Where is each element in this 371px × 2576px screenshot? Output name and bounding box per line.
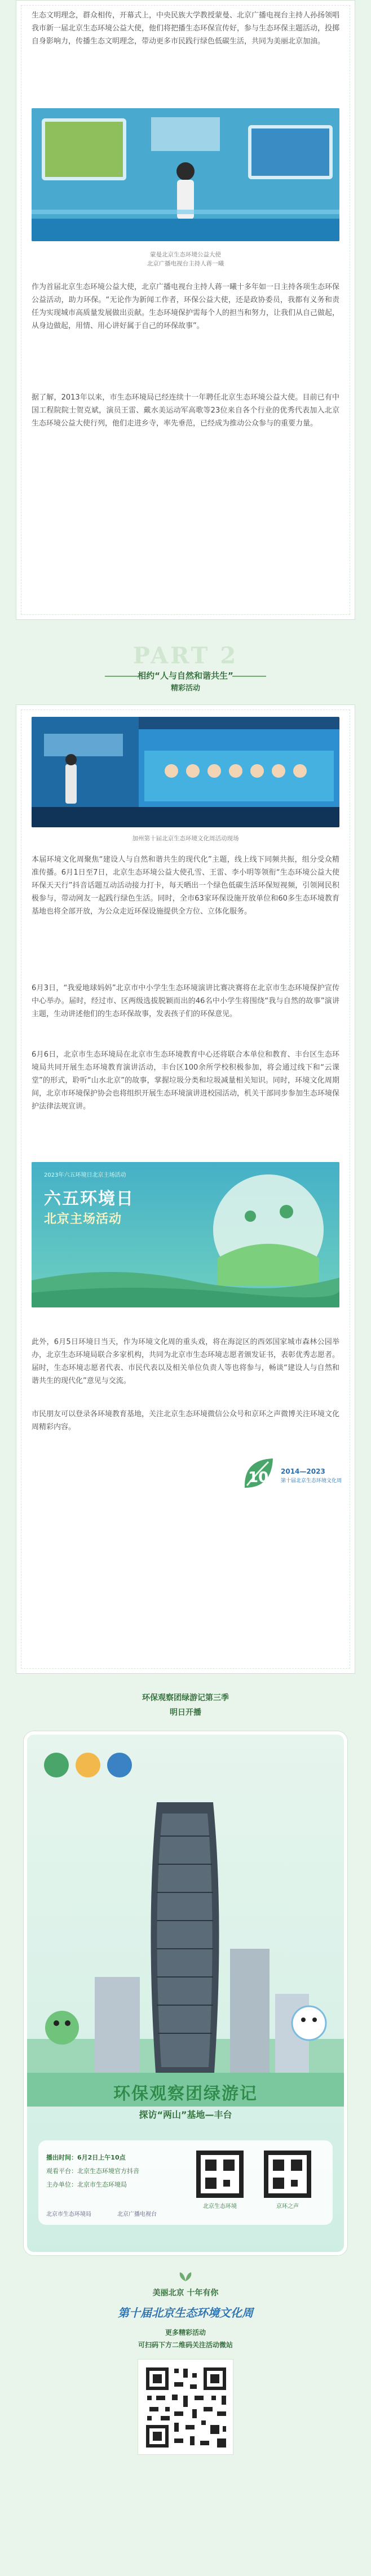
poster-time: 播出时间：6月2日上午10点 [46,2154,126,2161]
poster-badge: 2023年六五环境日北京主场活动 [44,1172,126,1178]
logo-name: 第十届北京生态环境文化周 [281,1478,342,1484]
season-line-1: 环保观察团绿游记第三季 [142,1693,229,1702]
part2-heading [0,642,371,693]
qr1-label: 北京生态环境 [203,2203,237,2210]
poster-subtitle: 探访“两山”基地—丰台 [139,2109,232,2120]
green-tour-poster [24,1731,347,2255]
poster-org-2: 北京广播电视台 [117,2211,157,2218]
poster-sub-title: 北京主场活动 [44,1212,122,1226]
part2-paragraph-4: 此外，6月5日环境日当天，作为环境文化周的重头戏，将在海淀区的西郊国家城市森林公园举办，北京生态环境局联合多家机构，共同为北京市生态环境志愿者颁发证书，表彰优秀志愿者。届时，生态环境志愿者代表、市民代表以及相关单位负责人等也将参与，畅谈“建设人与自然和谐共生的现代化”意见与交流。 [32,1338,340,1385]
poster-org-1: 北京市生态环境局 [46,2211,91,2218]
footer-event-title: 第十届北京生态环境文化周 [118,2306,253,2320]
poster-platform: 观看平台：北京生态环境官方抖音 [46,2167,139,2175]
culture-week-logo [239,1454,341,1495]
poster-host: 主办单位：北京市生态环境局 [46,2181,127,2188]
svg-text:10: 10 [248,1469,269,1486]
part2-theme-title: 相约“人与自然和谐共生” [138,671,233,681]
poster-main-title: 六五环境日 [44,1189,134,1209]
ambassador-photo-caption [32,250,339,268]
season-line-2: 明日开播 [170,1708,201,1717]
part2-theme-subtitle: 精彩活动 [170,684,200,693]
event-stage-photo [32,717,339,827]
part1-paragraph-3: 据了解，2013年以来，市生态环境局已经连续十一年聘任北京生态环境公益大使。目前已有中国工程院院士贺克斌，演员王雷、戴水美运动军高歌等23位来自各个行业的优秀代表加入北京生态环境公益大使行列，他们走进乡寺，率先垂范，已经成为推动公众参与的重要力量。 [32,393,339,428]
season-heading [113,1691,258,1721]
footer-qr-code[interactable] [138,2359,233,2455]
part2-paragraph-1: 本届环境文化周聚焦“建设人与自然和谐共生的现代化”主题，线上线下同频共振，组分受众精准传播。6月1日至7日，北京生态环境公益大使孔雪、王雷、李小明等领衔“生态环境公益大使环保天天行”抖音话题互动活动接力打卡，每天晒出一个绿色低碳生活环保短视频，引领网民积极参与，带动网友一起践行绿色生活。同时，全市63家环保设施开放单位和60多生态环境教育基地也将全部开放，为公众走近环保设施提供全方位、立体化服务。 [32,855,339,916]
footer-slogan: 美丽北京 十年有你 [152,2289,219,2298]
leaf-logo-icon [239,1454,279,1493]
part2-paragraph-3: 6月6日，北京市生态环境局在北京市生态环境教育中心还将联合本单位和教育、丰台区生态环境局共同开展生态环境教育演讲活动，丰台区100余所学校积极参加，将会通过线下和“云课堂”的形式，聆听“山水北京”的故事，掌握垃圾分类和垃圾减量相关知识。同时，环境文化周期间，北京市环境保护协会也将组织开展生态环境演讲进校园活动，机关干部同步参加生态环境保护法律法规宣讲。 [32,1050,340,1111]
part1-intro-paragraph: 生态文明理念，群众相传，开幕式上，中央民族大学教授蒙曼、北京广播电视台主持人孙扬领唱我市新一届北京生态环境公益大使，他们将把播生态环保宣传好，参与生态环保主题活动，投掷自身影响力，传播生态文明理念，带动更多市民践行绿色低碳生活，共同为美丽北京加油。 [32,11,340,46]
caption-line-1: 蒙曼北京生态环境公益大使 [150,251,221,258]
part2-paragraph-5: 市民朋友可以登录各环境教育基地，关注北京生态环境微信公众号和京环之声微博关注环境文化周精彩内容。 [32,1410,340,1431]
footer-more-events: 更多精彩活动 [165,2329,206,2336]
footer-scan-hint: 可扫码下方二维码关注活动微站 [138,2341,233,2349]
poster-title: 环保观察团绿游记 [113,2084,258,2104]
caption-line-2: 北京广播电视台主持人蒋一曦 [147,260,224,267]
footer-leaf-icon [176,2270,195,2282]
part1-paragraph-2: 作为首届北京生态环境公益大使，北京广播电视台主持人蒋一曦十多年如一日主持各项生态环保公益活动，助力环保。“无论作为新闻工作者，环保公益大使，还是政协委员，我都有义务和责任为实现城市高质量发展做出贡献。生态环境保护需每个人的担当和努力，让我们从自己做起，从身边做起，用情、用心讲好属于自己的环保故事”。 [32,283,340,330]
event-stage-caption: 加州第十届北京生态环境文化周活动现场 [132,835,239,842]
environment-day-poster [32,1162,339,1307]
part2-paragraph-2: 6月3日，“我爱地球妈妈”北京市中小学生生态环境演讲比赛决赛将在北京市生态环境保护宣传中心举办。届时，经过市、区两级选拔脱颖而出的46名中小学生将围绕“我与自然的故事”演讲主题，生动讲述他们的生态环保故事，发表孩子们的环保意见。 [32,984,339,1018]
ambassador-photo [32,108,339,241]
qr2-label: 京环之声 [276,2203,299,2210]
logo-years: 2014—2023 [281,1467,325,1475]
part-number: PART 2 [132,642,238,669]
